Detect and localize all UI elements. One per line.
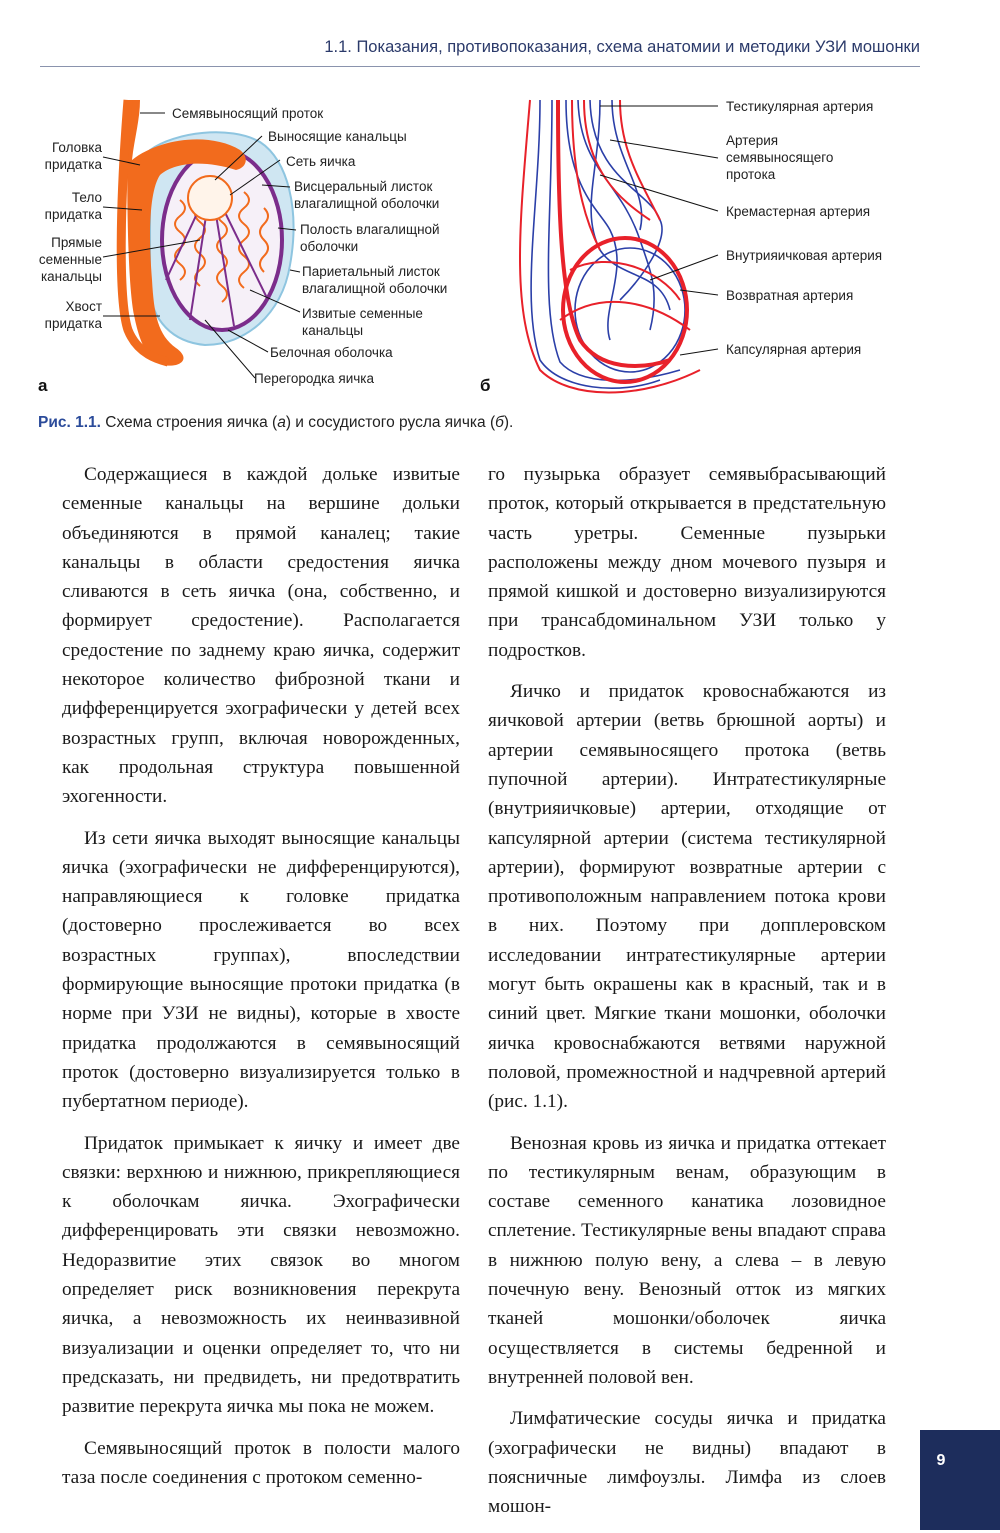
- label-epididymis-body: Тело придатка: [44, 190, 102, 222]
- rete-testis-shape: [188, 176, 232, 220]
- panel-b-drawing: [480, 99, 882, 395]
- panel-a-letter: а: [38, 376, 48, 395]
- label-deferential-artery: Артерия семявыносящего протока: [726, 133, 834, 182]
- label-visceral-layer: Висцеральный листок влагалищной оболочки: [294, 179, 440, 211]
- label-septum: Перегородка яичка: [254, 371, 375, 386]
- label-vaginal-cavity: Полость влагалищной оболочки: [300, 222, 440, 254]
- caption-text-3: ).: [503, 414, 514, 431]
- paragraph: го пузырька образует семявыбрасывающий проток, который открывается в предстательную часть уретры. Семенные пузырьки расположены между дном мочевого пузыря и прямой кишкой и достоверно визуализируются при трансабдоминальном УЗИ только у подростков.: [488, 464, 886, 661]
- label-testicular-artery: Тестикулярная артерия: [726, 99, 874, 114]
- header-rule: [40, 66, 920, 67]
- page-number: 9: [936, 1452, 946, 1469]
- figure-caption: [38, 414, 918, 432]
- label-albuginea: Белочная оболочка: [270, 345, 393, 360]
- caption-text-2: ) и сосудистого русла яичка (: [285, 414, 496, 431]
- label-vas-deferens: Семявыносящий проток: [172, 106, 324, 121]
- caption-figure-number: Рис. 1.1.: [38, 414, 101, 431]
- panel-a-drawing: [38, 100, 447, 395]
- page-number-tab: [920, 1430, 1000, 1530]
- caption-text-1: Схема строения яичка (: [100, 414, 278, 431]
- label-epididymis-head: Головка придатка: [44, 140, 102, 172]
- label-cremasteric-artery: Кремастерная артерия: [726, 204, 871, 219]
- paragraph: Венозная кровь из яичка и придатка оттекает по тестикулярным венам, образующим в составе семенного канатика лозовидное сплетение. Тестикулярные вены впадают справа в нижнюю полую вену, а слева – в левую почечную вену. Венозный отток из мягких тканей мошонки/оболочек яичка осуществляется в системы бедренной и внутренней половой вен.: [488, 1132, 886, 1388]
- paragraph: Содержащиеся в каждой дольке извитые семенные канальцы на вершине дольки объединяются в прямой каналец; такие канальцы в области средостения яичка сливаются в сеть яичка (она, собственно, и формирует средостение). Располагается средостение по заднему краю яичка, содержит некоторое количество фиброзной ткани и дифференцируется эхографически у детей всех возрастных групп, включая новорожденных, как продольная структура повышенной эхогенности.: [62, 464, 460, 808]
- label-parietal-layer: Париетальный листок влагалищной оболочки: [302, 264, 448, 296]
- right-column: [488, 460, 886, 1533]
- veins: [531, 100, 685, 388]
- label-straight-tubules: Прямые семенные канальцы: [38, 235, 102, 284]
- label-seminiferous-tubules: Извитые семенные канальцы: [302, 306, 423, 338]
- label-intratesticular-artery: Внутрияичковая артерия: [726, 248, 883, 263]
- paragraph: Лимфатические сосуды яичка и придатка (эхографически не видны) впадают в поясничные лимфоузлы. Лимфа из слоев мошон-: [488, 1408, 886, 1518]
- running-header: 1.1. Показания, противопоказания, схема анатомии и методики УЗИ мошонки: [324, 38, 920, 56]
- caption-italic-b: б: [495, 414, 504, 431]
- label-efferent-ductules: Выносящие канальцы: [268, 129, 407, 144]
- label-recurrent-artery: Возвратная артерия: [726, 288, 854, 303]
- left-column: [62, 460, 460, 1504]
- paragraph: Придаток примыкает к яичку и имеет две связки: верхнюю и нижнюю, прикрепляющиеся к оболочкам яичка. Эхографически дифференцировать эти связки невозможно. Недоразвитие этих связок во многом определяет риск возникновения перекрута яичка, а невозможность их неинвазивной визуализации и оценки определяет то, что ни предсказать, ни предвидеть, ни предотвратить развитие перекрута яичка мы пока не можем.: [62, 1132, 460, 1418]
- paragraph: Яичко и придаток кровоснабжаются из яичковой артерии (ветвь брюшной аорты) и артерии семявыносящего протока (ветвь пупочной артерии). Интратестикулярные (внутрияичковые) артерии, отходящие от капсулярной артерии (система тестикулярной артерии), формируют возвратные артерии с противоположным направлением потока крови в них. Поэтому при допплеровском исследовании интратестикулярные артерии могут быть окрашены как в красный, так и в синий цвет. Мягкие ткани мошонки, оболочки яичка кровоснабжаются ветвями наружной половой, промежностной и надчревной артерий (рис. 1.1).: [488, 681, 886, 1113]
- paragraph: Из сети яичка выходят выносящие канальцы яичка (эхографически не дифференцируются), направляющиеся к головке придатка (достоверно прослеживается во всех возрастных группах), впоследствии формирующие выносящие протоки придатка (в норме при УЗИ не видны), которые в хвосте придатка продолжаются в семявыносящий проток (достоверно визуализируется только в пубертатном периоде).: [62, 827, 460, 1113]
- caption-italic-a: а: [277, 414, 286, 431]
- paragraph: Семявыносящий проток в полости малого таза после соединения с протоком семенно-: [62, 1437, 460, 1488]
- panel-b-letter: б: [480, 376, 491, 395]
- label-rete-testis: Сеть яичка: [286, 154, 356, 169]
- label-epididymis-tail: Хвост придатка: [44, 299, 102, 331]
- figure-1-1: [0, 80, 920, 410]
- label-capsular-artery: Капсулярная артерия: [726, 342, 862, 357]
- panel-b-leaders: [600, 106, 718, 355]
